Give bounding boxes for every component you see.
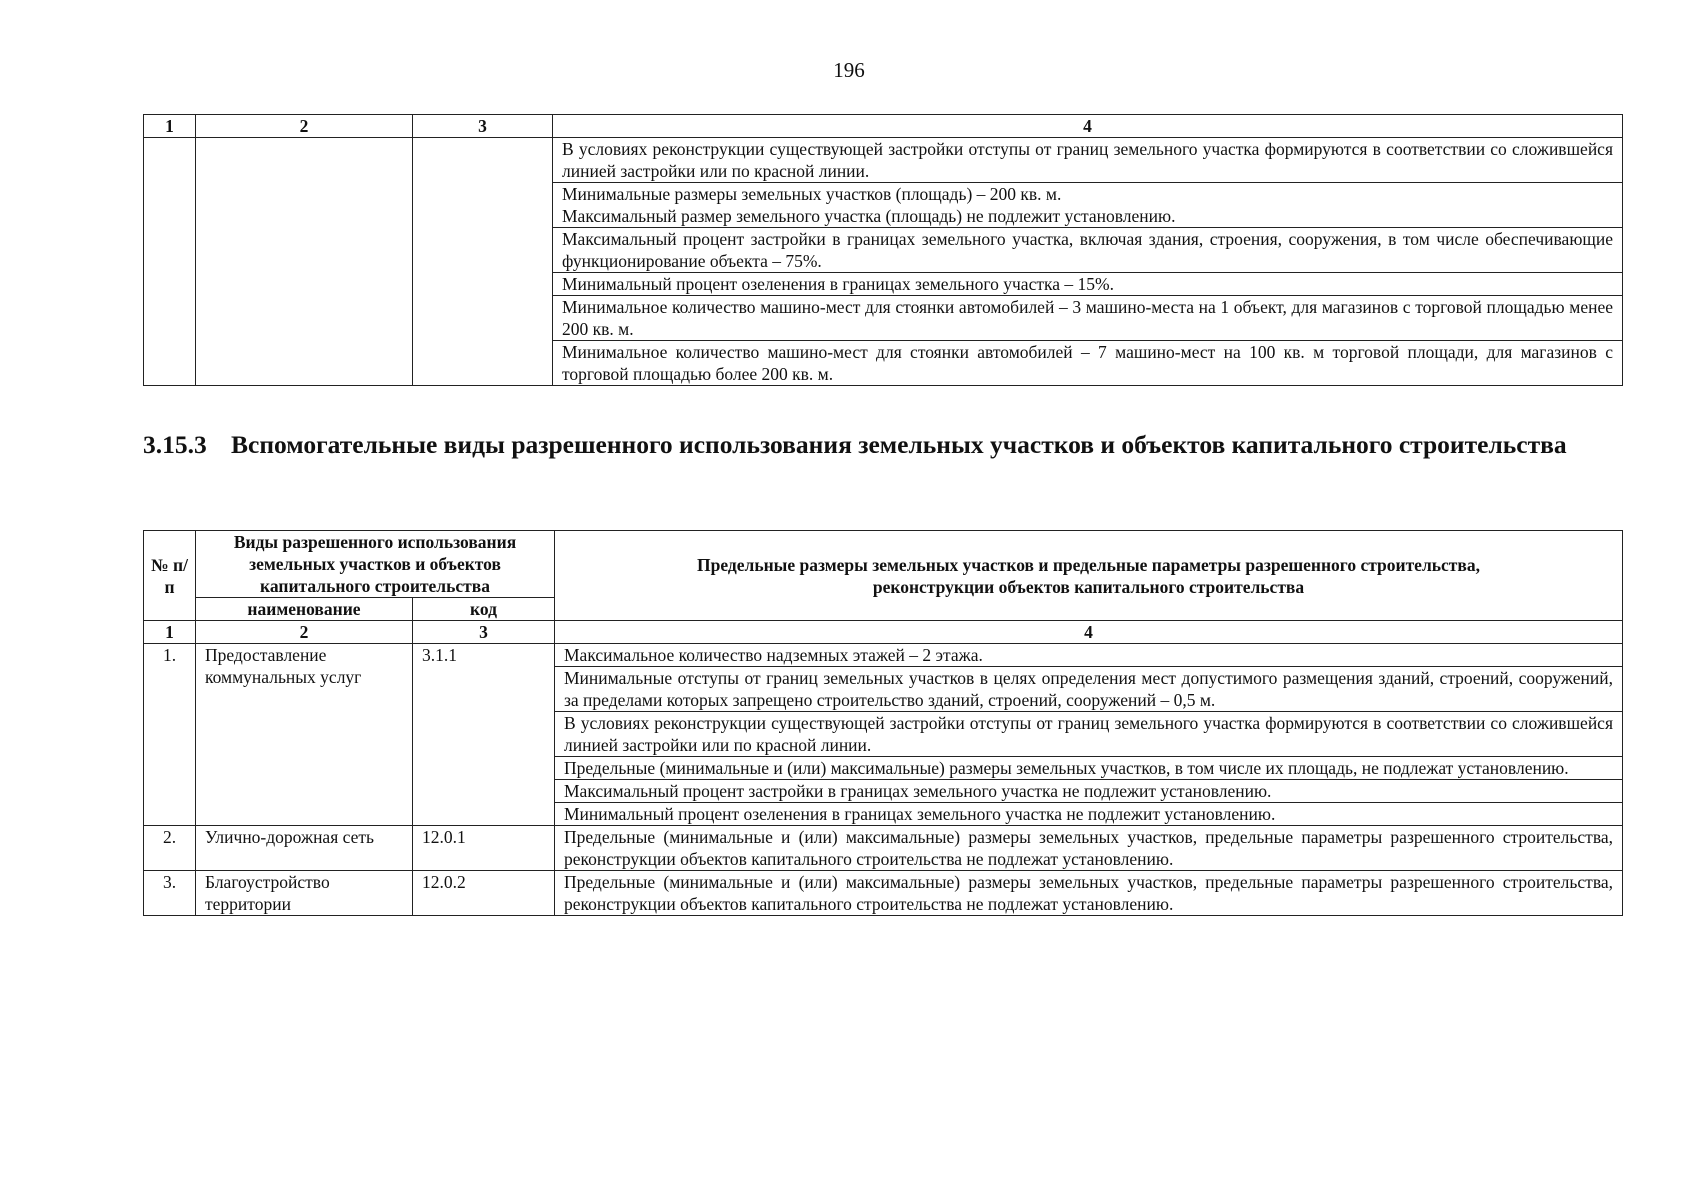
col-number-2: 2 [196, 621, 413, 644]
section-number: 3.15.3 [143, 430, 207, 459]
col-number-1: 1 [144, 115, 196, 138]
table-row [144, 826, 1623, 871]
col-number-4: 4 [555, 621, 1623, 644]
table-row [144, 138, 1623, 183]
use-code: 12.0.2 [413, 871, 555, 916]
table-row [144, 644, 1623, 667]
row-number: 1. [144, 644, 196, 826]
param-cell [553, 183, 1623, 228]
param-line: Минимальные размеры земельных участков (площадь) – 200 кв. м. [562, 184, 1062, 204]
param-cell: Минимальные отступы от границ земельных участков в целях определения мест допустимого размещения зданий, строений, сооружений, за пределами которых запрещено строительство зданий, строений, сооружений – 0,5 м. [555, 667, 1623, 712]
param-cell: Предельные (минимальные и (или) максимальные) размеры земельных участков, предельные параметры разрешенного строительства, реконструкции объектов капитального строительства не подлежат установлению. [555, 871, 1623, 916]
param-line: Максимальный размер земельного участка (площадь) не подлежит установлению. [562, 206, 1176, 226]
col-number-4: 4 [553, 115, 1623, 138]
param-cell: В условиях реконструкции существующей застройки отступы от границ земельного участка формируются в соответствии со сложившейся линией застройки или по красной линии. [553, 138, 1623, 183]
use-code: 12.0.1 [413, 826, 555, 871]
page-number: 196 [833, 58, 865, 82]
param-cell: Максимальный процент застройки в границах земельного участка не подлежит установлению. [555, 780, 1623, 803]
header-row [144, 531, 1623, 598]
empty-cell [144, 138, 196, 386]
use-code: 3.1.1 [413, 644, 555, 826]
param-cell: Минимальный процент озеленения в границах земельного участка – 15%. [553, 273, 1623, 296]
use-name: Благоустройство территории [196, 871, 413, 916]
param-cell: Минимальное количество машино-мест для стоянки автомобилей – 3 машино-места на 1 объект, для магазинов с торговой площадью менее 200 кв. м. [553, 296, 1623, 341]
header-name: наименование [196, 598, 413, 621]
table-row [144, 871, 1623, 916]
param-cell: Минимальный процент озеленения в границах земельного участка не подлежит установлению. [555, 803, 1623, 826]
header-limits: Предельные размеры земельных участков и предельные параметры разрешенного строительства, реконструкции объектов капитального строительства [555, 531, 1623, 621]
column-number-row [144, 621, 1623, 644]
param-cell: Предельные (минимальные и (или) максимальные) размеры земельных участков, предельные параметры разрешенного строительства, реконструкции объектов капитального строительства не подлежат установлению. [555, 826, 1623, 871]
header-code: код [413, 598, 555, 621]
col-number-1: 1 [144, 621, 196, 644]
col-number-3: 3 [413, 115, 553, 138]
section-heading [143, 428, 1622, 461]
param-cell: Минимальное количество машино-мест для стоянки автомобилей – 7 машино-мест на 100 кв. м торговой площади, для магазинов с торговой площадью более 200 кв. м. [553, 341, 1623, 386]
col-number-2: 2 [196, 115, 413, 138]
use-name: Предоставление коммунальных услуг [196, 644, 413, 826]
continuation-table [143, 114, 1623, 386]
param-cell: Максимальный процент застройки в границах земельного участка, включая здания, строения, сооружения, в том числе обеспечивающие функционирование объекта – 75%. [553, 228, 1623, 273]
use-name: Улично-дорожная сеть [196, 826, 413, 871]
param-cell: Максимальное количество надземных этажей – 2 этажа. [555, 644, 1623, 667]
header-number: № п/п [144, 531, 196, 621]
param-cell: В условиях реконструкции существующей застройки отступы от границ земельного участка формируются в соответствии со сложившейся линией застройки или по красной линии. [555, 712, 1623, 757]
empty-cell [413, 138, 553, 386]
param-cell: Предельные (минимальные и (или) максимальные) размеры земельных участков, в том числе их площадь, не подлежат установлению. [555, 757, 1623, 780]
section-title: Вспомогательные виды разрешенного использования земельных участков и объектов капитального строительства [231, 430, 1567, 459]
row-number: 2. [144, 826, 196, 871]
empty-cell [196, 138, 413, 386]
col-number-3: 3 [413, 621, 555, 644]
row-number: 3. [144, 871, 196, 916]
header-kinds: Виды разрешенного использования земельных участков и объектов капитального строительства [196, 531, 555, 598]
column-number-row [144, 115, 1623, 138]
auxiliary-uses-table [143, 530, 1623, 916]
